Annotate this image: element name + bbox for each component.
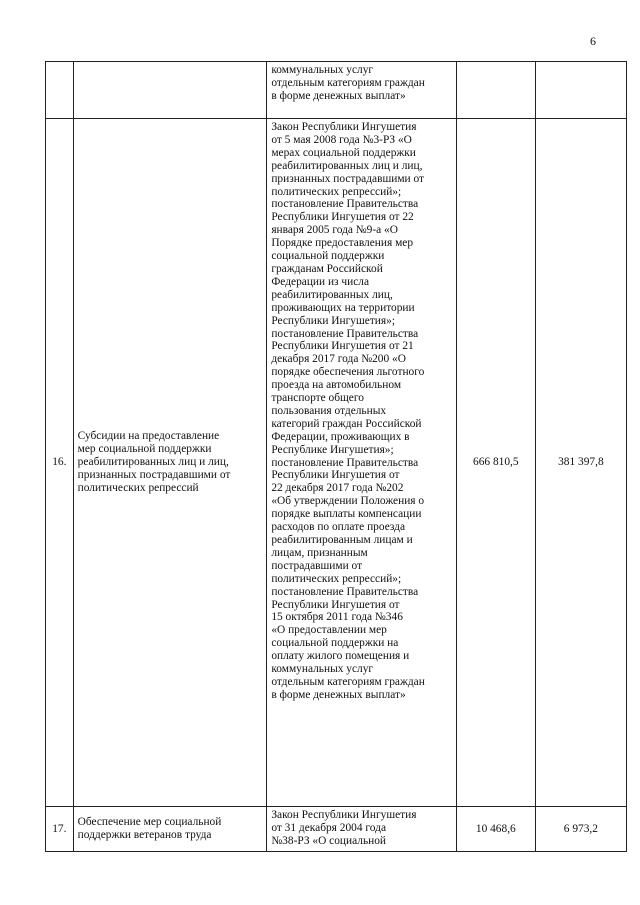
legal-basis-text: коммунальных услуг отдельным категориям граждан в форме денежных выплат» — [271, 64, 425, 102]
subsidy-name-cell — [73, 62, 267, 119]
amount-2-cell — [535, 62, 626, 119]
amount-1-cell: 10 468,6 — [456, 807, 535, 852]
row-number-cell: 17. — [46, 807, 74, 852]
subsidy-name-cell — [73, 807, 267, 852]
subsidy-name: Субсидии на предоставление мер социальной поддержки реабилитированных лиц и лиц, признанных пострадавшими от политических репрессий — [77, 430, 231, 494]
amount-1-cell: 666 810,5 — [456, 119, 535, 807]
amount-1-cell — [456, 62, 535, 119]
legal-basis-cell — [267, 807, 457, 852]
legal-basis-cell — [267, 119, 457, 807]
legal-basis-cell — [267, 62, 457, 119]
table-row — [46, 62, 627, 119]
table-row — [46, 807, 627, 852]
row-number-cell: 16. — [46, 119, 74, 807]
legal-basis-text: Закон Республики Ингушетия от 5 мая 2008 года №3-РЗ «О мерах социальной поддержки реабилитированных лиц и лиц, признанных пострадавшими от политических репрессий»; постановление Правительства Республики Ингушетия от 22 января 2005 года №9-а «О Порядке предоставления мер социальной поддержки гражданам Российской Федерации из числа реабилитированных лиц, проживающих на территории Республики Ингушетия»; постановление Правительства Республики Ингушетия от 21 декабря 2017 года №200 «О порядке обеспечения льготного проезда на автомобильном транспорте общего пользования отдельных категорий граждан Российской Федерации, проживающих в Республике Ингушетия»; постановление Правительства Республики Ингушетия от 22 декабря 2017 года №202 «Об утверждении Положения о порядке выплаты компенсации расходов по оплате проезда реабилитированным лицам и лицам, признанным пострадавшими от политических репрессий»; постановление Правительства Республики Ингушетия от 15 октября 2011 года №346 «О предоставлении мер социальной поддержки на оплату жилого помещения и коммунальных услуг отдельным категориям граждан в форме денежных выплат» — [271, 121, 425, 701]
page-number: 6 — [590, 34, 596, 48]
subsidy-name-cell — [73, 119, 267, 807]
amount-2-cell: 381 397,8 — [535, 119, 626, 807]
legal-basis-text: Закон Республики Ингушетия от 31 декабря 2004 года №38-РЗ «О социальной — [271, 809, 417, 847]
budget-table — [45, 61, 627, 852]
amount-2-cell: 6 973,2 — [535, 807, 626, 852]
subsidy-name: Обеспечение мер социальной поддержки ветеранов труда — [77, 816, 222, 841]
table-row — [46, 119, 627, 807]
row-number-cell — [46, 62, 74, 119]
